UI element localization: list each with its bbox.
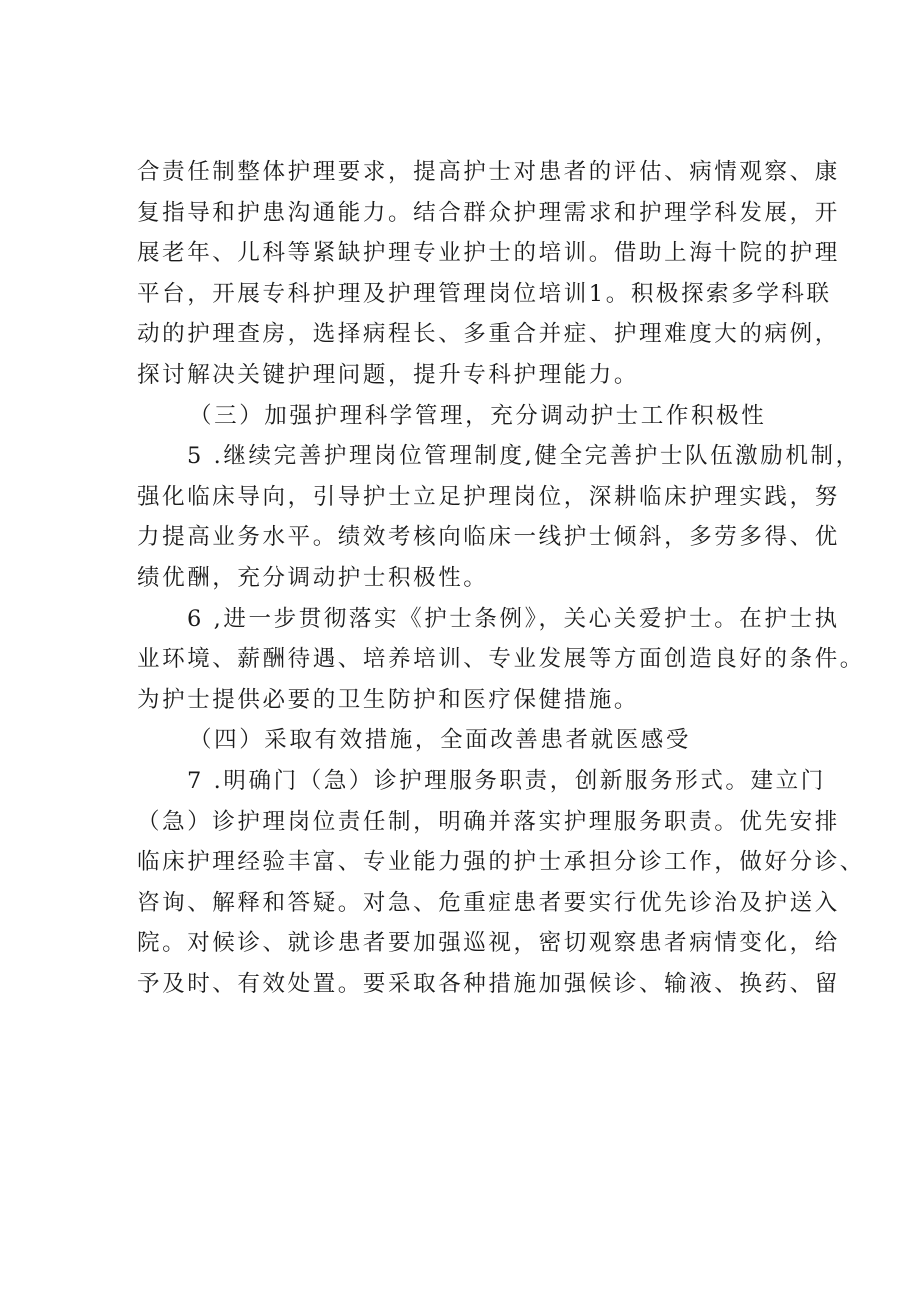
text-line: 强化临床导向，引导护士立足护理岗位，深耕临床护理实践，努	[137, 483, 840, 510]
text-line: 动的护理查房，选择病程长、多重合并症、护理难度大的病例，	[137, 321, 840, 348]
paragraph-item-7	[137, 761, 865, 1005]
text-line: （急）诊护理岗位责任制，明确并落实护理服务职责。优先安排	[137, 808, 840, 835]
text-line: 业环境、薪酬待遇、培养培训、专业发展等方面创造良好的条件。	[137, 646, 865, 673]
text-line: 7 .明确门（急）诊护理服务职责，创新服务形式。建立门	[187, 767, 826, 794]
paragraph-item-5	[137, 436, 861, 598]
section-heading-3: （三）加强护理科学管理，充分调动护士工作积极性	[189, 402, 767, 429]
text-line: 为护士提供必要的卫生防护和医疗保健措施。	[137, 686, 640, 713]
section-heading-4: （四）采取有效措施，全面改善患者就医感受	[189, 727, 692, 754]
text-line: 力提高业务水平。绩效考核向临床一线护士倾斜，多劳多得、优	[137, 524, 840, 551]
text-line: 平台，开展专科护理及护理管理岗位培训1。积极探索多学科联	[137, 280, 832, 307]
text-line: 探讨解决关键护理问题，提升专科护理能力。	[137, 361, 640, 388]
document-body	[137, 152, 865, 1004]
text-line: 绩优酬，充分调动护士积极性。	[137, 564, 489, 591]
text-line: 复指导和护患沟通能力。结合群众护理需求和护理学科发展，开	[137, 199, 840, 226]
paragraph-item-6	[137, 599, 865, 721]
text-line: 合责任制整体护理要求，提高护士对患者的评估、病情观察、康	[137, 159, 840, 185]
text-line: 展老年、儿科等紧缺护理专业护士的培训。借助上海十院的护理	[137, 240, 840, 267]
paragraph-continued	[137, 152, 840, 396]
text-line: 6 ,进一步贯彻落实《护士条例》，关心关爱护士。在护士执	[187, 605, 840, 632]
text-line: 院。对候诊、就诊患者要加强巡视，密切观察患者病情变化，给	[137, 930, 840, 957]
text-line: 临床护理经验丰富、专业能力强的护士承担分诊工作，做好分诊、	[137, 849, 865, 876]
text-line: 5 .继续完善护理岗位管理制度,健全完善护士队伍激励机制，	[187, 443, 861, 470]
text-line: 予及时、有效处置。要采取各种措施加强候诊、输液、换药、留	[137, 970, 840, 997]
text-line: 咨询、解释和答疑。对急、危重症患者要实行优先诊治及护送入	[137, 889, 840, 916]
